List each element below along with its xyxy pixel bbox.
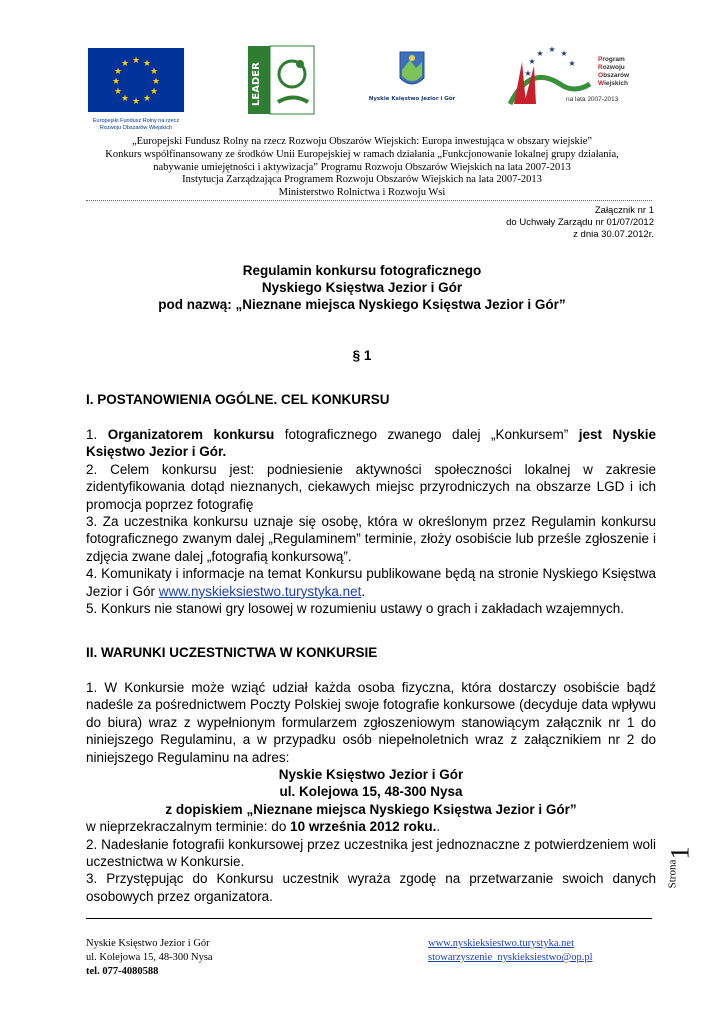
svg-text:★: ★ — [536, 49, 544, 58]
section-2-body — [86, 679, 656, 905]
section-1-body — [86, 426, 656, 617]
svg-text:★: ★ — [131, 97, 141, 107]
section-1-heading: I. POSTANOWIENIA OGÓLNE. CEL KONKURSU — [86, 392, 390, 407]
website-link[interactable]: www.nyskieksiestwo.turystyka.net — [158, 583, 362, 599]
header-line: Ministerstwo Rolnictwa i Rozwoju Wsi — [278, 187, 446, 199]
svg-text:★: ★ — [560, 49, 568, 58]
address-name: Nyskie Księstwo Jezior i Gór — [278, 767, 464, 783]
section-1-point-5: 5. Konkurs nie stanowi gry losowej w rozumieniu ustawy o grach i zakładach wzajemnych. — [86, 601, 624, 617]
svg-text:★: ★ — [149, 67, 159, 77]
prow-label: Program Rozwoju Obszarów Wiejskich — [598, 56, 630, 87]
svg-text:★: ★ — [524, 69, 532, 78]
footer-contact — [428, 937, 593, 965]
section-1-point-4: 4. Komunikaty i informacje na temat Konkursu publikowane będą na stronie Nyskiego Księstwa Jezior i Gór www.nyskieksiestwo.turystyka.net. — [86, 566, 656, 599]
paragraph-sign: § 1 — [352, 348, 372, 363]
eu-caption: Europejski Fundusz Rolny na rzecz Rozwoju Obszarów Wiejskich — [92, 118, 180, 131]
svg-text:★: ★ — [151, 77, 161, 87]
footer-divider — [86, 918, 652, 919]
svg-text:★: ★ — [149, 87, 159, 97]
header-line: nabywanie umiejętności i aktywizacja” Programu Rozwoju Obszarów Wiejskich na lata 2007-2013 — [153, 161, 571, 173]
section-2-point-1: 1. W Konkursie może wziąć udział każda osoba fizyczna, która dostarczy osobiście bądź nadeśle za pośrednictwem Poczty Polskiej swoje fotografie konkursowe (decyduje data wpływu do biura) wraz z wypełnionym formularzem zgłoszeniowym stanowiącym załącznik nr 1 do niniejszego Regulaminu, a w przypadku osób niepełnoletnich wraz z załącznikiem nr 2 do niniejszego Regulaminu na adres: — [86, 680, 656, 765]
prow-sub-label: na lata 2007-2013 — [566, 96, 619, 103]
section-1-point-2: 2. Celem konkursu jest: podniesienie aktywności społeczności lokalnej w zakresie zidentyfikowania dotąd nieznanych, ciekawych miejsc przyrodniczych na obszarze LGD i ich promocja poprzez fotografię — [86, 461, 656, 512]
page-label: Strona — [666, 859, 679, 889]
svg-text:★: ★ — [113, 87, 123, 97]
svg-text:★: ★ — [142, 94, 152, 104]
svg-text:★: ★ — [528, 57, 536, 66]
annex-info: Załącznik nr 1 do Uchwały Zarządu nr 01/07/2012 z dnia 30.07.2012r. — [506, 205, 654, 240]
nysa-text: Nyskie Księstwo Jezior i Gór — [368, 96, 456, 102]
page-number: 1 — [665, 846, 695, 860]
svg-text:★: ★ — [120, 59, 130, 69]
svg-text:★: ★ — [548, 45, 556, 54]
svg-text:★: ★ — [131, 56, 141, 66]
header-line: „Europejski Fundusz Rolny na rzecz Rozwoju Obszarów Wiejskich: Europa inwestująca w obszary wiejskie” — [131, 136, 593, 147]
eu-stars-icon — [88, 48, 184, 112]
header-line: Konkurs współfinansowany ze środków Unii Europejskiej w ramach działania „Funkcjonowanie lokalnej grupy działania, — [105, 148, 619, 160]
deadline-line: w nieprzekraczalnym terminie: do 10 września 2012 roku.. — [86, 819, 441, 835]
funding-header — [40, 136, 684, 200]
address-street: ul. Kolejowa 15, 48-300 Nysa — [279, 784, 463, 800]
header-divider — [86, 200, 652, 201]
svg-text:★: ★ — [113, 67, 123, 77]
leader-logo — [248, 46, 314, 114]
address-note: z dopiskiem „Nieznane miejsca Nyskiego Księstwa Jezior i Gór” — [165, 801, 577, 817]
header-line: Instytucja Zarządzająca Programem Rozwoju Obszarów Wiejskich na lata 2007-2013 — [182, 174, 542, 186]
svg-text:★: ★ — [120, 94, 130, 104]
section-2-point-3: 3. Przystępując do Konkursu uczestnik wyraża zgodę na przetwarzanie swoich danych osobowych przez organizatora. — [86, 871, 656, 904]
eu-flag-logo — [88, 48, 184, 112]
leader-text: LEADER — [251, 62, 262, 106]
page-marker — [665, 838, 695, 898]
svg-text:★: ★ — [111, 77, 121, 87]
footer-address: Nyskie Księstwo Jezior i Gór ul. Kolejowa 15, 48-300 Nysa tel. 077-4080588 — [86, 938, 213, 977]
section-1-point-3: 3. Za uczestnika konkursu uznaje się osobę, która w określonym przez Regulamin konkursu fotograficznego zwanym dalej „Regulaminem” terminie, złoży osobiście lub prześle zgłoszenie i zdjęcia zwane dalej „fotografią konkursową”. — [86, 514, 656, 564]
svg-text:★: ★ — [568, 59, 576, 68]
nysa-logo — [368, 50, 456, 116]
logo-bar — [0, 44, 724, 134]
svg-text:★: ★ — [142, 59, 152, 69]
footer-website-link[interactable]: www.nyskieksiestwo.turystyka.net — [428, 938, 575, 949]
section-1-point-1: 1. Organizatorem konkursu fotograficznego zwanego dalej „Konkursem” jest Nyskie Księstwo Jezior i Gór. — [86, 427, 656, 460]
section-2-heading: II. WARUNKI UCZESTNICTWA W KONKURSIE — [86, 645, 378, 660]
footer-email-link[interactable]: stowarzyszenie_nyskieksiestwo@op.pl — [428, 952, 593, 963]
document-title: Regulamin konkursu fotograficznego Nyskiego Księstwa Jezior i Gór pod nazwą: „Nieznane miejsca Nyskiego Księstwa Jezior i Gór” — [158, 263, 566, 312]
section-2-point-2: 2. Nadesłanie fotografii konkursowej przez uczestnika jest jednoznaczne z potwierdzeniem woli uczestnictwa w Konkursie. — [86, 836, 656, 870]
